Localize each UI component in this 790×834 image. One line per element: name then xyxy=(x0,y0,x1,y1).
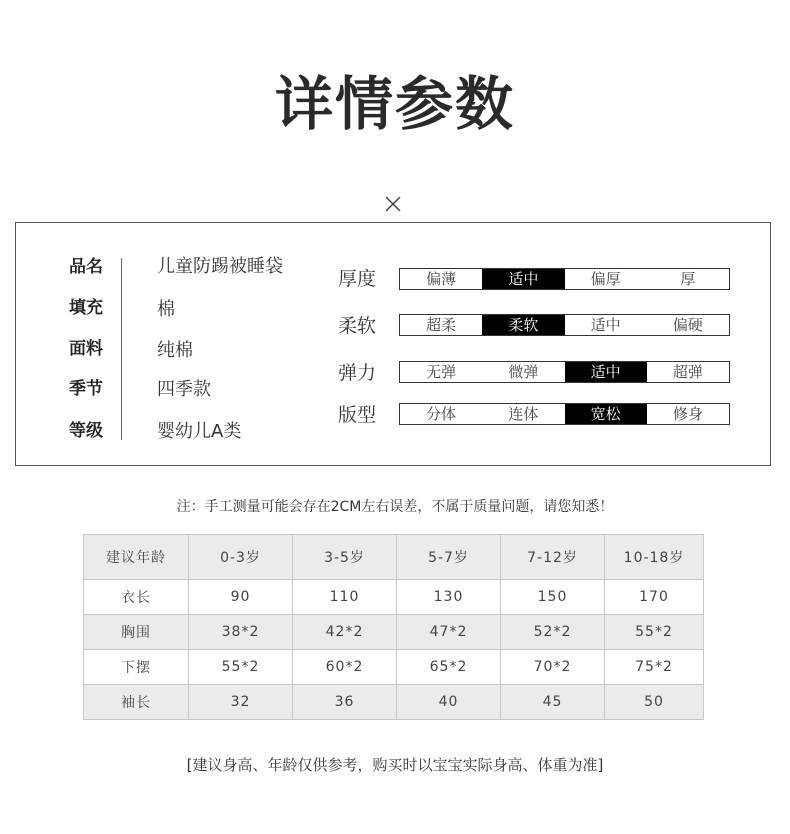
table-cell: 65*2 xyxy=(397,650,501,685)
scale-option-selected: 适中 xyxy=(482,269,564,289)
header-cell: 5-7岁 xyxy=(397,535,501,580)
table-cell: 40 xyxy=(397,685,501,720)
scale-bar-thickness xyxy=(399,268,730,290)
scale-name-fit: 版型 xyxy=(338,404,377,426)
header-cell: 0-3岁 xyxy=(189,535,293,580)
table-cell: 110 xyxy=(293,580,397,615)
table-cell: 55*2 xyxy=(189,650,293,685)
scale-bar-softness xyxy=(399,314,730,336)
scale-option: 超弹 xyxy=(672,363,703,381)
product-info-box xyxy=(15,222,771,466)
attr-label-filling: 填充 xyxy=(69,298,103,318)
table-cell: 45 xyxy=(501,685,605,720)
table-cell: 36 xyxy=(293,685,397,720)
scale-option: 微弹 xyxy=(508,363,539,381)
table-row xyxy=(84,580,704,615)
table-cell: 70*2 xyxy=(501,650,605,685)
attr-value-grade: 婴幼儿A类 xyxy=(157,421,242,442)
scale-option: 超柔 xyxy=(426,316,457,334)
scale-option: 厚 xyxy=(680,270,696,288)
attr-value-fabric: 纯棉 xyxy=(157,340,193,361)
table-cell: 下摆 xyxy=(84,650,189,685)
scale-option: 适中 xyxy=(590,316,621,334)
table-cell: 55*2 xyxy=(605,615,704,650)
scale-name-thickness: 厚度 xyxy=(338,268,377,290)
table-cell: 42*2 xyxy=(293,615,397,650)
header-cell: 7-12岁 xyxy=(501,535,605,580)
table-cell: 胸围 xyxy=(84,615,189,650)
attr-divider xyxy=(121,258,122,440)
table-cell: 75*2 xyxy=(605,650,704,685)
header-cell: 3-5岁 xyxy=(293,535,397,580)
table-row xyxy=(84,685,704,720)
scale-option-selected: 宽松 xyxy=(565,404,647,424)
table-header-row xyxy=(84,535,704,580)
page-title: 详情参数 xyxy=(274,70,515,138)
scale-option: 连体 xyxy=(508,405,539,423)
attr-label-season: 季节 xyxy=(69,379,103,399)
table-cell: 150 xyxy=(501,580,605,615)
scale-bar-elasticity xyxy=(399,361,730,383)
table-cell: 32 xyxy=(189,685,293,720)
table-cell: 38*2 xyxy=(189,615,293,650)
scale-option: 修身 xyxy=(672,405,703,423)
header-cell: 建议年龄 xyxy=(84,535,189,580)
scale-option: 偏薄 xyxy=(426,270,457,288)
scale-option: 偏硬 xyxy=(672,316,703,334)
table-cell: 60*2 xyxy=(293,650,397,685)
table-cell: 130 xyxy=(397,580,501,615)
scale-option: 分体 xyxy=(426,405,457,423)
table-cell: 170 xyxy=(605,580,704,615)
table-cell: 47*2 xyxy=(397,615,501,650)
table-cell: 90 xyxy=(189,580,293,615)
close-icon xyxy=(384,195,402,213)
measurement-note: 注：手工测量可能会存在2CM左右误差，不属于质量问题，请您知悉！ xyxy=(176,499,614,515)
table-row xyxy=(84,615,704,650)
attr-label-name: 品名 xyxy=(69,257,103,277)
table-cell: 50 xyxy=(605,685,704,720)
scale-bar-fit xyxy=(399,403,730,425)
attr-value-filling: 棉 xyxy=(157,299,175,320)
attr-value-name: 儿童防踢被睡袋 xyxy=(157,256,283,277)
scale-option-selected: 柔软 xyxy=(482,315,564,335)
scale-name-softness: 柔软 xyxy=(338,315,377,337)
scale-name-elasticity: 弹力 xyxy=(338,362,377,384)
scale-option-selected: 适中 xyxy=(565,362,647,382)
table-row xyxy=(84,650,704,685)
scale-option: 偏厚 xyxy=(590,270,621,288)
footer-note: [建议身高、年龄仅供参考，购买时以宝宝实际身高、体重为准] xyxy=(186,756,604,774)
scale-option: 无弹 xyxy=(426,363,457,381)
attr-value-season: 四季款 xyxy=(157,379,211,400)
header-cell: 10-18岁 xyxy=(605,535,704,580)
table-cell: 52*2 xyxy=(501,615,605,650)
table-cell: 衣长 xyxy=(84,580,189,615)
attr-label-grade: 等级 xyxy=(69,421,103,441)
attr-label-fabric: 面料 xyxy=(69,339,103,359)
size-table xyxy=(83,534,704,720)
table-cell: 袖长 xyxy=(84,685,189,720)
